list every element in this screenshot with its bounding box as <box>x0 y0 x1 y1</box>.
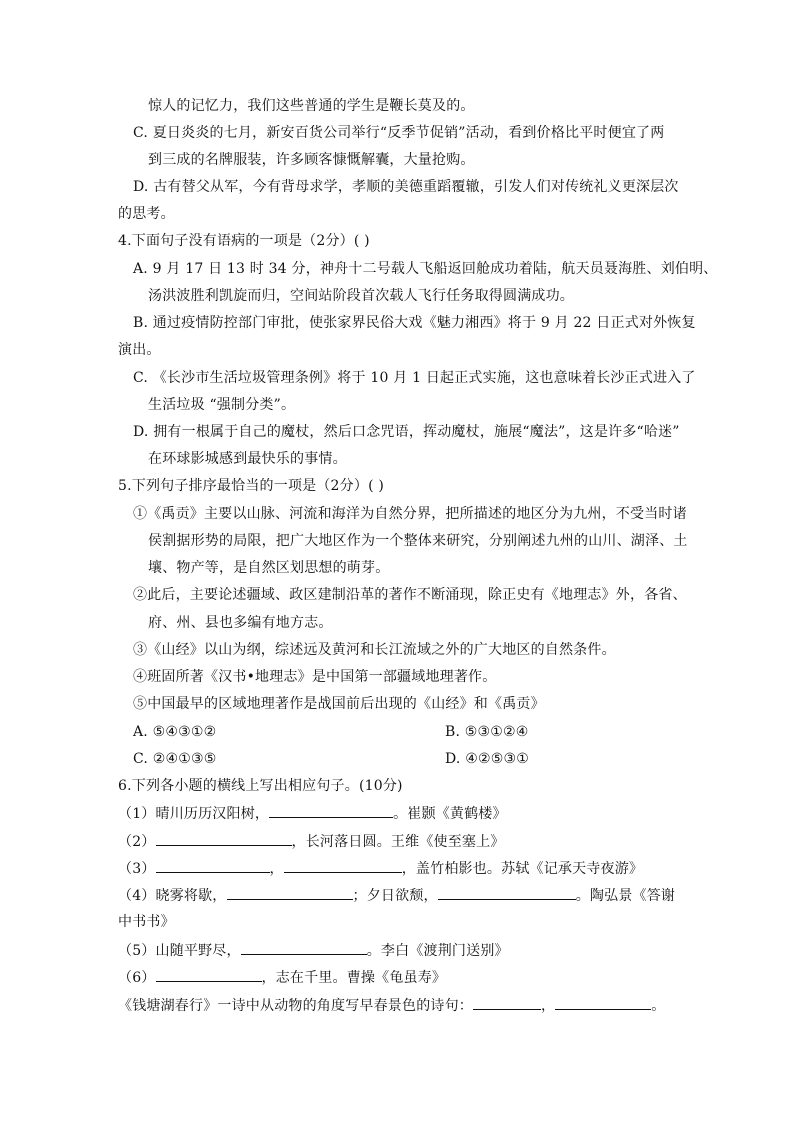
q6-stem: 6.下列各小题的横线上写出相应句子。(10分) <box>118 778 403 794</box>
q4-option-c-line2: 生活垃圾 “强制分类”。 <box>148 397 296 413</box>
q6-item-3-separator: ， <box>269 861 284 877</box>
q6-item-1 <box>118 804 507 823</box>
q6-item-3-suffix: ，盖竹柏影也。苏轼《记承天寺夜游》 <box>401 861 644 877</box>
q4-stem: 4.下面句子没有语病的一项是（2分）( ) <box>118 233 370 249</box>
q5-sentence-1-line1: ①《禹贡》主要以山脉、河流和海洋为自然分界，把所描述的地区分为九州，不受当时诸 <box>133 506 687 522</box>
q6-item-6 <box>118 968 446 987</box>
q6-item-4-middle: ；夕日欲颓， <box>352 888 438 904</box>
q3-option-d-line2: 的思考。 <box>118 206 175 222</box>
q3-option-c-line2: 到三成的名牌服装，许多顾客慷慨解囊，大量抢购。 <box>148 152 475 168</box>
q6-item-5-blank[interactable] <box>241 941 367 955</box>
q5-option-a: A. ⑤④③①② <box>133 724 217 740</box>
q5-stem: 5.下列句子排序最恰当的一项是（2分）( ) <box>118 478 385 494</box>
q6-item-4-prefix: （4）晓雾将歇， <box>118 888 227 904</box>
q6-item-5-prefix: （5）山随平野尽， <box>118 943 241 959</box>
q4-option-b-line1: B. 通过疫情防控部门审批，使张家界民俗大戏《魅力湘西》将于 9 月 22 日正式对外恢复 <box>133 315 696 331</box>
q6-item-2-prefix: （2） <box>118 834 156 850</box>
q6-item-4-continuation: 中书书》 <box>118 914 175 930</box>
q4-option-b-line2: 演出。 <box>118 342 161 358</box>
q6-item-7-blank-1[interactable] <box>473 996 541 1010</box>
q5-sentence-1-line2: 侯割据形势的局限，把广大地区作为一个整体来研究，分别阐述九州的山川、湖泽、土 <box>148 533 688 549</box>
q6-item-3-prefix: （3） <box>118 861 156 877</box>
q6-item-6-blank[interactable] <box>156 968 262 982</box>
q4-option-c-line1: C. 《长沙市生活垃圾管理条例》将于 10 月 1 日起正式实施，这也意味着长沙正式进入了 <box>133 370 696 386</box>
q6-item-7-suffix: 。 <box>651 998 666 1014</box>
q6-item-1-prefix: （1）晴川历历汉阳树， <box>118 806 270 822</box>
q5-option-c: C. ②④①③⑤ <box>133 751 217 767</box>
q6-item-7-separator: ， <box>541 998 556 1014</box>
q6-item-5 <box>118 941 509 960</box>
q6-item-4-blank-1[interactable] <box>227 886 353 900</box>
q4-option-d-line1: D. 拥有一根属于自己的魔杖，然后口念咒语，挥动魔杖，施展“魔法”，这是许多“哈迷” <box>133 424 680 440</box>
q6-item-1-blank[interactable] <box>269 804 393 818</box>
q5-sentence-2-line2: 府、州、县也多编有地方志。 <box>148 615 333 631</box>
q5-sentence-3: ③《山经》以山为纲，综述远及黄河和长江流域之外的广大地区的自然条件。 <box>133 642 616 658</box>
q5-sentence-4: ④班固所著《汉书•地理志》是中国第一部疆域地理著作。 <box>133 669 497 685</box>
q6-item-3 <box>118 859 643 878</box>
q5-sentence-2-line1: ②此后，主要论述疆域、政区建制沿革的著作不断涌现，除正史有《地理志》外，各省、 <box>133 587 687 603</box>
q6-item-7-prefix: 《钱塘湖春行》一诗中从动物的角度写早春景色的诗句： <box>118 998 473 1014</box>
q5-sentence-1-line3: 壤、物产等，是自然区划思想的萌芽。 <box>148 560 390 576</box>
q5-option-b: B. ⑤③①②④ <box>445 724 529 740</box>
q6-item-4-blank-2[interactable] <box>438 886 576 900</box>
q6-item-3-blank-1[interactable] <box>156 859 270 873</box>
q6-item-2-suffix: ，长河落日圆。王维《使至塞上》 <box>291 834 505 850</box>
q6-item-5-suffix: 。李白《渡荆门送别》 <box>366 943 509 959</box>
q6-item-4 <box>118 886 675 905</box>
q4-option-d-line2: 在环球影城感到最快乐的事情。 <box>148 451 347 467</box>
q6-item-2-blank[interactable] <box>156 832 292 846</box>
q6-item-4-suffix: 。陶弘景《答谢 <box>575 888 676 904</box>
q6-item-6-prefix: （6） <box>118 970 156 986</box>
q3-option-c-line1: C. 夏日炎炎的七月，新安百货公司举行“反季节促销”活动，看到价格比平时便宜了两 <box>133 125 665 141</box>
q6-item-3-blank-2[interactable] <box>284 859 402 873</box>
q4-option-a-line2: 汤洪波胜利凯旋而归，空间站阶段首次载人飞行任务取得圆满成功。 <box>148 288 574 304</box>
q6-item-7-blank-2[interactable] <box>555 996 651 1010</box>
q6-item-2 <box>118 832 505 851</box>
q3-option-d-line1: D. 古有替父从军，今有背母求学，孝顺的美德重蹈覆辙，引发人们对传统礼义更深层次 <box>133 179 679 195</box>
q4-option-a-line1: A. 9 月 17 日 13 时 34 分，神舟十二号载人飞船返回舱成功着陆，航天员聂海胜、刘伯明、 <box>133 261 718 277</box>
q5-option-d: D. ④②⑤③① <box>445 751 529 767</box>
q6-item-1-suffix: 。崔颢《黄鹤楼》 <box>393 806 507 822</box>
q5-sentence-5: ⑤中国最早的区域地理著作是战国前后出现的《山经》和《禹贡》 <box>133 696 545 712</box>
q3-option-b-continuation: 惊人的记忆力，我们这些普通的学生是鞭长莫及的。 <box>148 98 475 114</box>
q6-item-6-suffix: ，志在千里。曹操《龟虽寿》 <box>261 970 447 986</box>
q6-item-7 <box>118 996 665 1015</box>
